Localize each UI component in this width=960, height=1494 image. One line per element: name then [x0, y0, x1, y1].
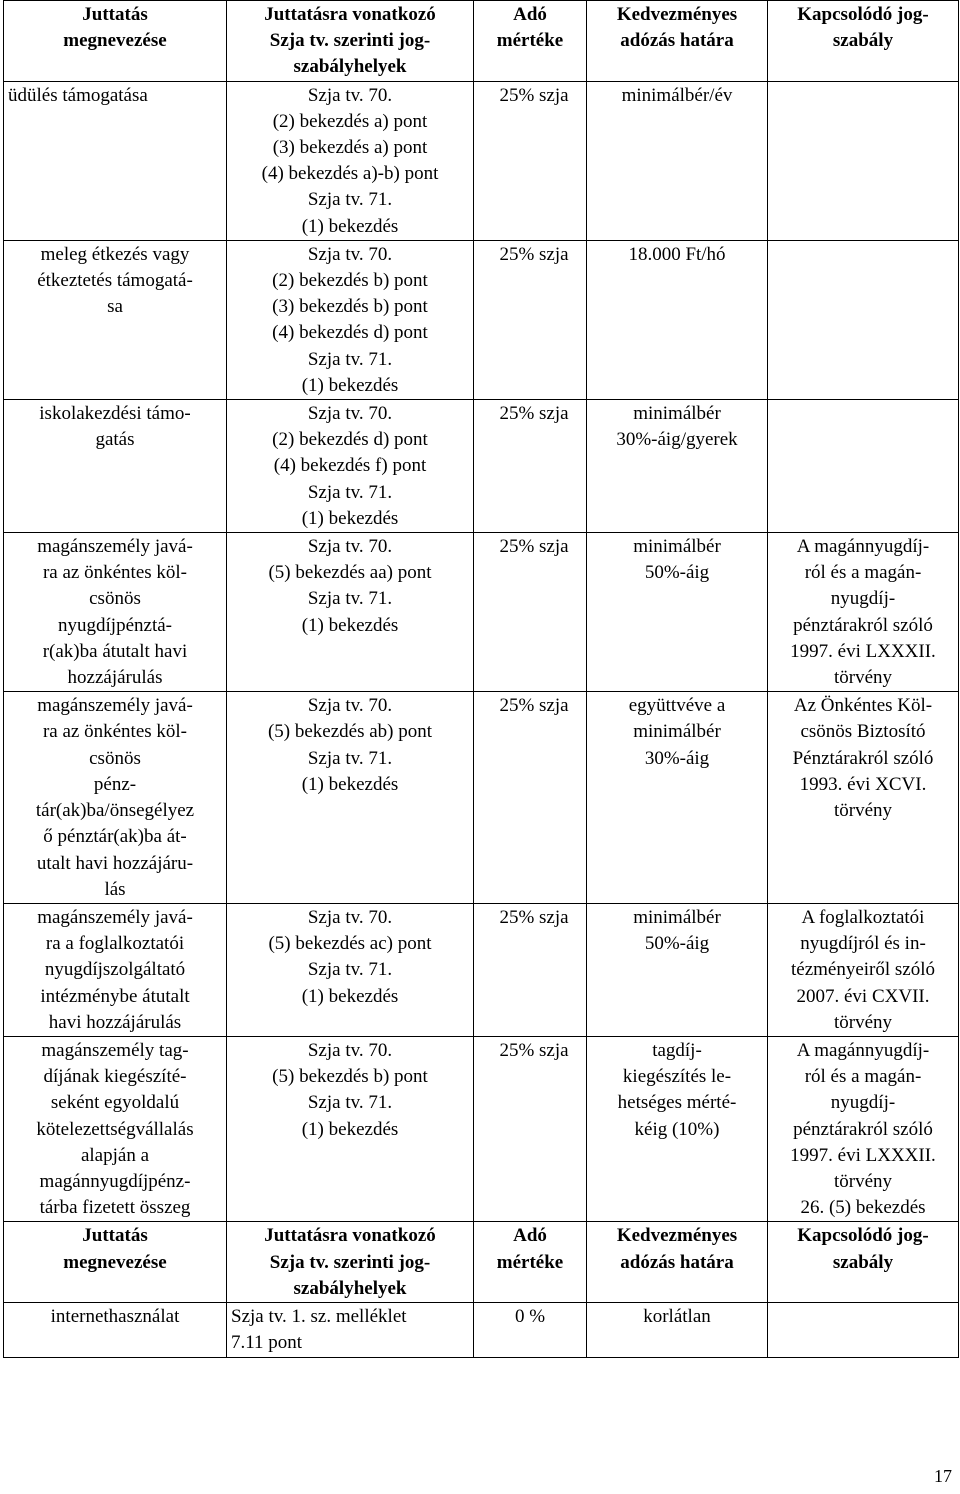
law-sections: Szja tv. 1. sz. melléklet 7.11 pont: [227, 1302, 474, 1357]
preferential-limit: minimálbér/év: [587, 81, 768, 240]
benefit-name: üdülés támogatása: [4, 81, 227, 240]
header-related-law: Kapcsolódó jog- szabály: [768, 1, 959, 82]
related-law: A foglalkoztatói nyugdíjról és in- tézményeiről szóló 2007. évi CXVII. törvény: [768, 903, 959, 1036]
benefit-name: iskolakezdési támo- gatás: [4, 400, 227, 533]
page-number: 17: [934, 1466, 952, 1486]
law-sections: Szja tv. 70. (5) bekezdés b) pont Szja tv. 71. (1) bekezdés: [227, 1036, 474, 1221]
related-law: [768, 400, 959, 533]
benefit-name: magánszemély javá- ra a foglalkoztatói nyugdíjszolgáltató intézménybe átutalt havi hozzájárulás: [4, 903, 227, 1036]
preferential-limit: minimálbér 50%-áig: [587, 903, 768, 1036]
tax-rate: 25% szja: [474, 400, 587, 533]
header-preferential-limit: Kedvezményes adózás határa: [587, 1, 768, 82]
tax-rate: 25% szja: [474, 81, 587, 240]
benefit-name: internethasználat: [4, 1302, 227, 1357]
preferential-limit: minimálbér 30%-áig/gyerek: [587, 400, 768, 533]
preferential-limit: 18.000 Ft/hó: [587, 240, 768, 399]
related-law: [768, 240, 959, 399]
table-row: [4, 81, 959, 240]
law-sections: Szja tv. 70. (2) bekezdés d) pont (4) bekezdés f) pont Szja tv. 71. (1) bekezdés: [227, 400, 474, 533]
related-law: [768, 81, 959, 240]
header-tax-rate: Adó mértéke: [474, 1, 587, 82]
benefit-name: magánszemély javá- ra az önkéntes köl- csönös nyugdíjpénztá- r(ak)ba átutalt havi hozzájárulás: [4, 533, 227, 692]
related-law: A magánnyugdíj- ról és a magán- nyugdíj- pénztárakról szóló 1997. évi LXXXII. törvény: [768, 533, 959, 692]
related-law: A magánnyugdíj- ról és a magán- nyugdíj- pénztárakról szóló 1997. évi LXXXII. törvény 26. (5) bekezdés: [768, 1036, 959, 1221]
law-sections: Szja tv. 70. (5) bekezdés aa) pont Szja tv. 71. (1) bekezdés: [227, 533, 474, 692]
preferential-limit: minimálbér 50%-áig: [587, 533, 768, 692]
tax-rate: 25% szja: [474, 240, 587, 399]
table-row: [4, 1036, 959, 1221]
table-row: [4, 903, 959, 1036]
related-law: [768, 1302, 959, 1357]
preferential-limit: tagdíj- kiegészítés le- hetséges mérté- kéig (10%): [587, 1036, 768, 1221]
header-benefit-name: Juttatás megnevezése: [4, 1, 227, 82]
header-tax-rate: Adó mértéke: [474, 1222, 587, 1303]
table-row: [4, 240, 959, 399]
tax-rate: 0 %: [474, 1302, 587, 1357]
tax-rate: 25% szja: [474, 1036, 587, 1221]
table-row: [4, 692, 959, 904]
tax-rate: 25% szja: [474, 903, 587, 1036]
law-sections: Szja tv. 70. (2) bekezdés b) pont (3) bekezdés b) pont (4) bekezdés d) pont Szja tv. 71. (1) bekezdés: [227, 240, 474, 399]
header-preferential-limit: Kedvezményes adózás határa: [587, 1222, 768, 1303]
table-row: [4, 1302, 959, 1357]
header-benefit-name: Juttatás megnevezése: [4, 1222, 227, 1303]
table-header-row: [4, 1222, 959, 1303]
law-sections: Szja tv. 70. (5) bekezdés ab) pont Szja tv. 71. (1) bekezdés: [227, 692, 474, 904]
tax-rate: 25% szja: [474, 692, 587, 904]
table-row: [4, 400, 959, 533]
tax-rate: 25% szja: [474, 533, 587, 692]
preferential-limit: korlátlan: [587, 1302, 768, 1357]
preferential-limit: együttvéve a minimálbér 30%-áig: [587, 692, 768, 904]
header-law-sections: Juttatásra vonatkozó Szja tv. szerinti jog- szabályhelyek: [227, 1222, 474, 1303]
header-related-law: Kapcsolódó jog- szabály: [768, 1222, 959, 1303]
header-law-sections: Juttatásra vonatkozó Szja tv. szerinti jog- szabályhelyek: [227, 1, 474, 82]
law-sections: Szja tv. 70. (2) bekezdés a) pont (3) bekezdés a) pont (4) bekezdés a)-b) pont Szja tv. 71. (1) bekezdés: [227, 81, 474, 240]
benefits-table: [3, 0, 959, 1358]
law-sections: Szja tv. 70. (5) bekezdés ac) pont Szja tv. 71. (1) bekezdés: [227, 903, 474, 1036]
benefit-name: meleg étkezés vagy étkeztetés támogatá- sa: [4, 240, 227, 399]
benefit-name: magánszemély javá- ra az önkéntes köl- csönös pénz- tár(ak)ba/önsegélyez ő pénztár(ak)ba át- utalt havi hozzájáru- lás: [4, 692, 227, 904]
benefit-name: magánszemély tag- díjának kiegészíté- seként egyoldalú kötelezettségvállalás alapján a magánnyugdíjpénz- tárba fizetett összeg: [4, 1036, 227, 1221]
related-law: Az Önkéntes Köl- csönös Biztosító Pénztárakról szóló 1993. évi XCVI. törvény: [768, 692, 959, 904]
table-row: [4, 533, 959, 692]
table-header-row: [4, 1, 959, 82]
